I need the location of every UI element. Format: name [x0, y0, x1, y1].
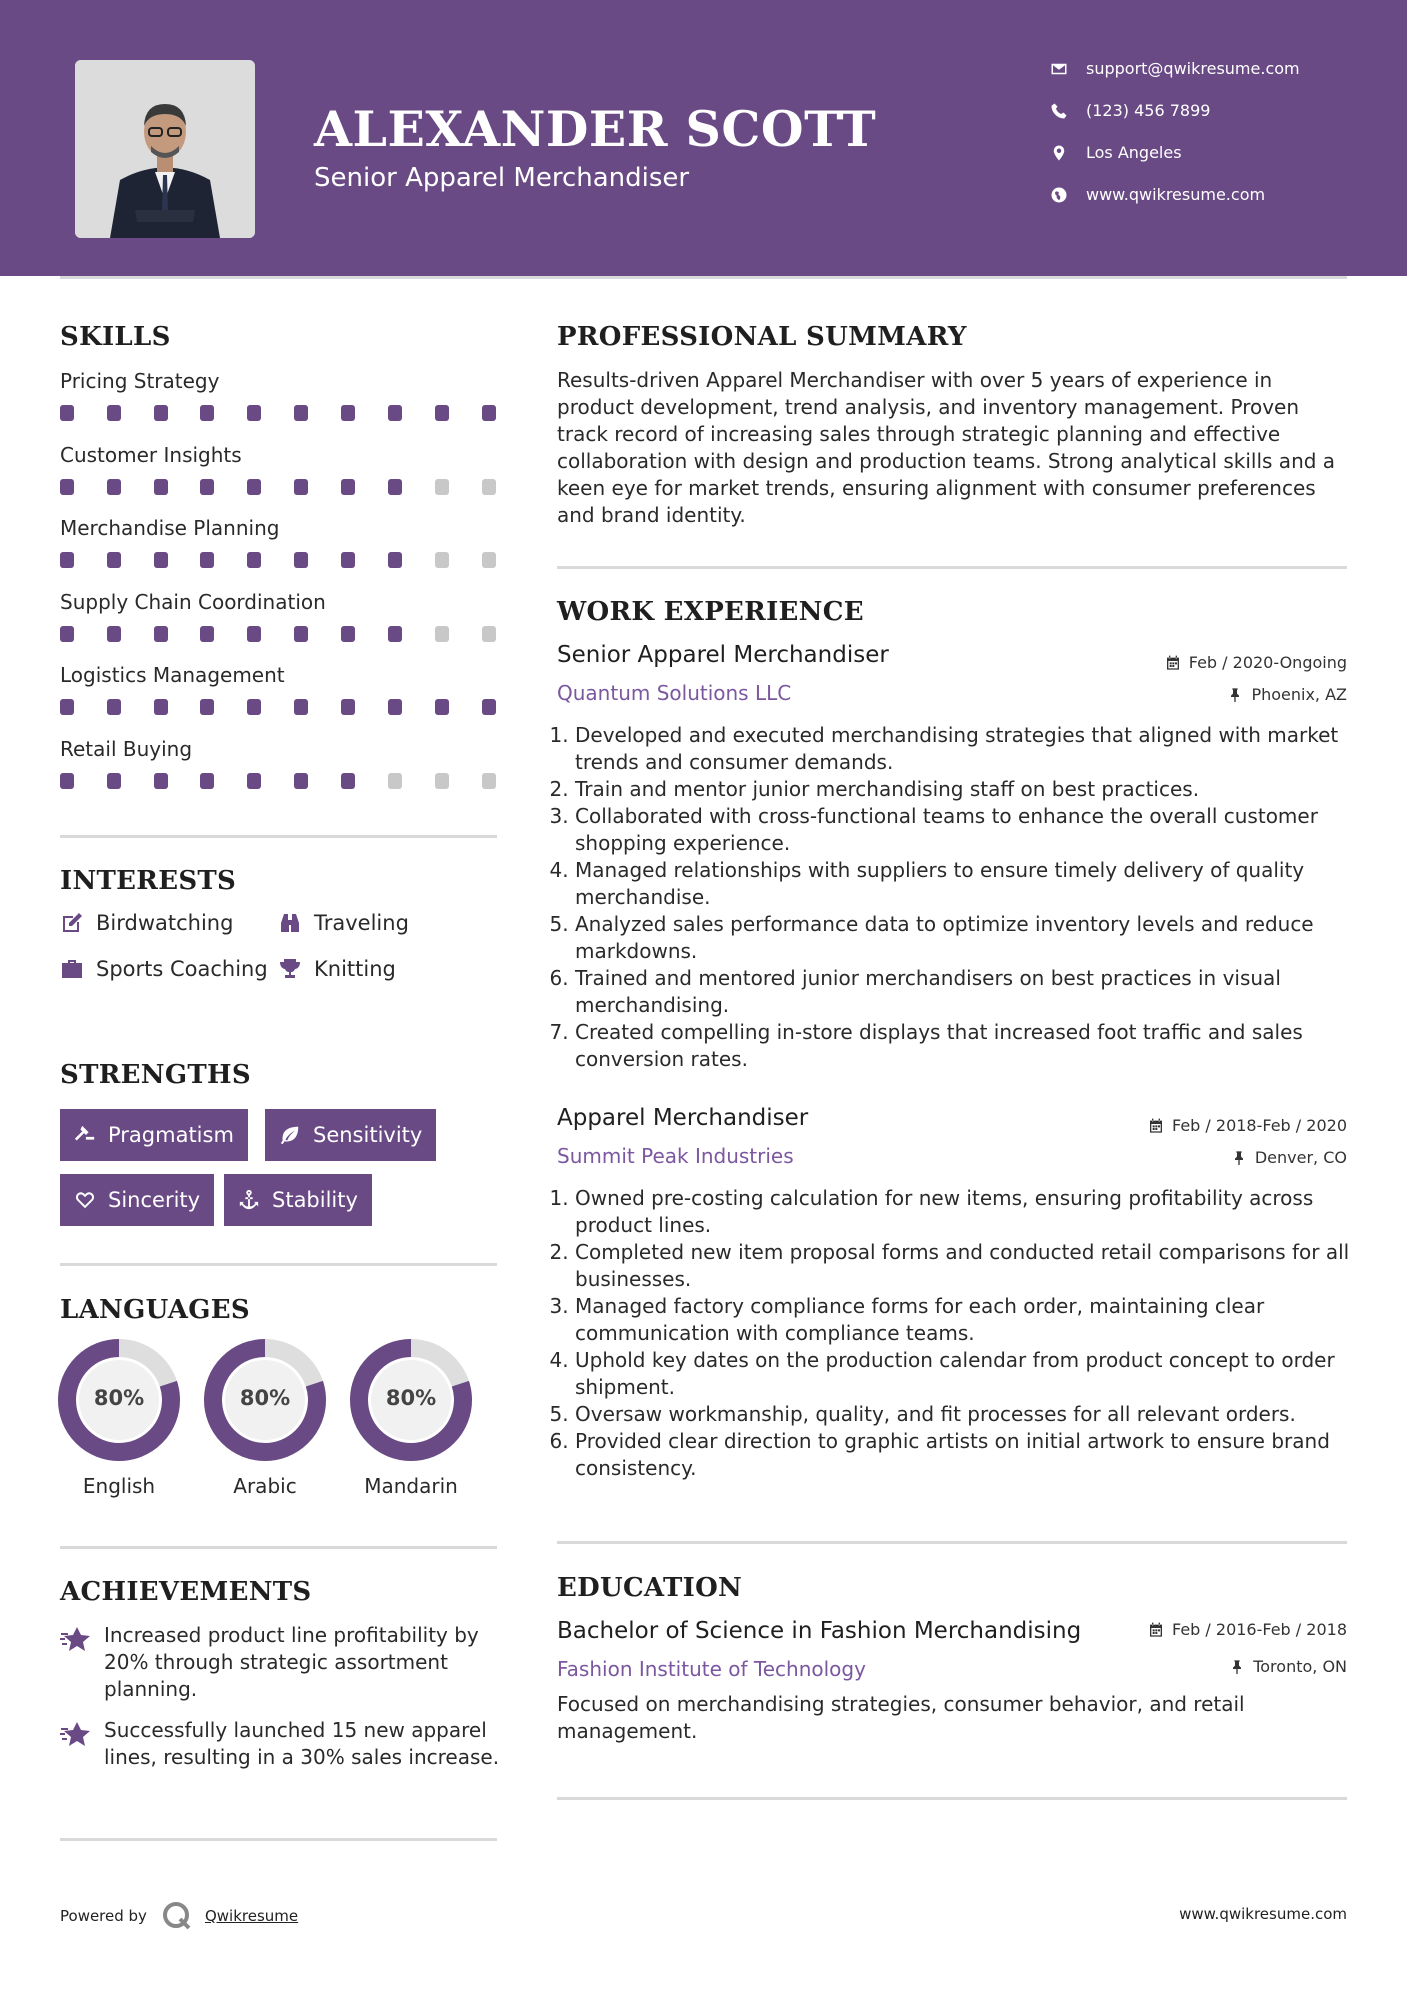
- achievements-heading: ACHIEVEMENTS: [60, 1577, 312, 1607]
- contact-website[interactable]: [1050, 185, 1265, 204]
- summary-divider: [557, 566, 1347, 569]
- gavel-icon: [74, 1124, 96, 1146]
- skill-dot-filled: [200, 626, 214, 642]
- education-divider: [557, 1797, 1347, 1800]
- skill-dot-filled: [60, 626, 74, 642]
- contact-location: [1050, 143, 1182, 162]
- job-date-text: Feb / 2020-Ongoing: [1188, 653, 1347, 672]
- skill-dot-filled: [154, 773, 168, 789]
- header-banner: [0, 0, 1407, 276]
- skill-dot-filled: [60, 479, 74, 495]
- job-date: [1148, 1116, 1347, 1135]
- contact-location-text: Los Angeles: [1086, 143, 1182, 162]
- skill-dot-filled: [200, 405, 214, 421]
- skill-dot-filled: [154, 699, 168, 715]
- skill-dot-filled: [247, 773, 261, 789]
- education-school: Fashion Institute of Technology: [557, 1657, 866, 1681]
- skill-dot-filled: [200, 773, 214, 789]
- skill-dot-filled: [294, 405, 308, 421]
- job-bullets: [557, 1185, 1365, 1482]
- skill-dot-filled: [154, 626, 168, 642]
- skill-dot-empty: [482, 626, 496, 642]
- language-percent: 80%: [93, 1386, 145, 1410]
- skill-dot-filled: [482, 699, 496, 715]
- strength-label: Pragmatism: [108, 1123, 234, 1147]
- skill-dot-filled: [435, 699, 449, 715]
- skill-dot-filled: [388, 405, 402, 421]
- strength-tag: [224, 1174, 372, 1226]
- skill-dot-filled: [341, 479, 355, 495]
- skill-dot-filled: [247, 699, 261, 715]
- edit-icon: [60, 911, 84, 935]
- job-title: Senior Apparel Merchandiser: [557, 642, 889, 668]
- job-bullet: 2. Completed new item proposal forms and conducted retail comparisons for all businesses.: [575, 1239, 1365, 1293]
- education-location: [1229, 1657, 1347, 1676]
- strengths-heading: STRENGTHS: [60, 1060, 251, 1090]
- pushpin-icon: [1231, 1150, 1247, 1166]
- achievement-text: Successfully launched 15 new apparel lines, resulting in a 30% sales increase.: [104, 1718, 500, 1769]
- education-location-text: Toronto, ON: [1253, 1657, 1347, 1676]
- skill-dot-filled: [482, 405, 496, 421]
- skill-dot-empty: [435, 552, 449, 568]
- language-name: Arabic: [233, 1474, 297, 1498]
- interest-item: [278, 911, 409, 935]
- briefcase-icon: [60, 957, 84, 981]
- language-name: English: [82, 1474, 156, 1498]
- skill-dot-filled: [247, 626, 261, 642]
- phone-icon: [1050, 102, 1068, 120]
- skill-dot-empty: [388, 773, 402, 789]
- person-silhouette-icon: [75, 60, 255, 238]
- job-title: Apparel Merchandiser: [557, 1105, 809, 1131]
- interest-label: Birdwatching: [96, 911, 234, 935]
- skill-dot-filled: [200, 479, 214, 495]
- interest-item: [60, 957, 268, 981]
- summary-heading: PROFESSIONAL SUMMARY: [557, 322, 967, 352]
- skill-dot-filled: [294, 773, 308, 789]
- skill-dot-empty: [482, 479, 496, 495]
- skill-dot-filled: [388, 552, 402, 568]
- experience-heading: WORK EXPERIENCE: [557, 597, 864, 627]
- footer-url[interactable]: www.qwikresume.com: [1179, 1905, 1347, 1923]
- languages-divider: [60, 1546, 497, 1549]
- binoculars-icon: [278, 911, 302, 935]
- education-degree: Bachelor of Science in Fashion Merchandising: [557, 1618, 1082, 1644]
- skill-dot-filled: [247, 405, 261, 421]
- skill-dot-empty: [435, 773, 449, 789]
- job-bullet: 1. Developed and executed merchandising strategies that aligned with market trends and consumer demands.: [575, 722, 1365, 776]
- interest-label: Traveling: [314, 911, 409, 935]
- skill-dot-empty: [482, 773, 496, 789]
- contact-email[interactable]: [1050, 59, 1300, 78]
- language-name: Mandarin: [364, 1474, 458, 1498]
- job-bullet: 3. Collaborated with cross-functional teams to enhance the overall customer shopping experience.: [575, 803, 1365, 857]
- job-bullet: 6. Provided clear direction to graphic artists on initial artwork to ensure brand consistency.: [575, 1428, 1365, 1482]
- interest-item: [60, 911, 233, 935]
- skill-label: Logistics Management: [60, 663, 285, 687]
- skill-dot-filled: [294, 699, 308, 715]
- strength-tag: [60, 1174, 214, 1226]
- skill-dot-filled: [200, 699, 214, 715]
- job-bullet: 2. Train and mentor junior merchandising staff on best practices.: [575, 776, 1365, 803]
- education-text: Focused on merchandising strategies, consumer behavior, and retail management.: [557, 1692, 1245, 1743]
- education-date-text: Feb / 2016-Feb / 2018: [1172, 1620, 1347, 1639]
- skill-dot-filled: [154, 405, 168, 421]
- contact-email-text: support@qwikresume.com: [1086, 59, 1300, 78]
- skill-dot-filled: [341, 699, 355, 715]
- skill-dot-filled: [294, 552, 308, 568]
- skill-dot-filled: [107, 552, 121, 568]
- skill-dot-filled: [200, 552, 214, 568]
- skill-label: Supply Chain Coordination: [60, 589, 326, 614]
- skill-dot-filled: [247, 552, 261, 568]
- education-heading: EDUCATION: [557, 1573, 743, 1603]
- footer-brand-link[interactable]: Qwikresume: [204, 1907, 299, 1925]
- skill-label: Retail Buying: [60, 736, 193, 761]
- skill-dot-empty: [435, 479, 449, 495]
- pushpin-icon: [1229, 1659, 1245, 1675]
- job-date-text: Feb / 2018-Feb / 2020: [1172, 1116, 1347, 1135]
- anchor-icon: [238, 1189, 260, 1211]
- heart-icon: [74, 1189, 96, 1211]
- skills-divider: [60, 835, 497, 838]
- job-location: [1231, 1148, 1347, 1167]
- job-location-text: Denver, CO: [1254, 1148, 1347, 1167]
- experience-divider: [557, 1541, 1347, 1544]
- candidate-name: ALEXANDER SCOTT: [314, 100, 877, 158]
- skill-label: Pricing Strategy: [60, 369, 220, 393]
- skill-dot-filled: [107, 626, 121, 642]
- calendar-icon: [1148, 1118, 1164, 1134]
- leaf-icon: [279, 1124, 301, 1146]
- skill-dot-filled: [388, 626, 402, 642]
- job-bullets: [557, 722, 1365, 1073]
- star-icon: [60, 1624, 90, 1654]
- skill-dot-filled: [107, 479, 121, 495]
- skill-dot-filled: [388, 479, 402, 495]
- candidate-title: Senior Apparel Merchandiser: [314, 163, 690, 193]
- skill-dot-filled: [388, 699, 402, 715]
- achievement-text: Increased product line profitability by 20% through strategic assortment planning.: [104, 1623, 479, 1701]
- calendar-icon: [1148, 1622, 1164, 1638]
- qwikresume-logo-icon: [161, 1900, 193, 1932]
- job-date: [1165, 653, 1347, 672]
- job-bullet: 7. Created compelling in-store displays that increased foot traffic and sales conversion rates.: [575, 1019, 1365, 1073]
- job-company: Quantum Solutions LLC: [557, 681, 792, 705]
- star-icon: [60, 1719, 90, 1749]
- skill-dot-filled: [60, 699, 74, 715]
- skill-dot-empty: [435, 626, 449, 642]
- languages-heading: LANGUAGES: [60, 1295, 250, 1325]
- globe-icon: [1050, 186, 1068, 204]
- strength-label: Stability: [272, 1188, 358, 1212]
- skill-dot-filled: [294, 626, 308, 642]
- skill-dot-empty: [482, 552, 496, 568]
- profile-photo: [75, 60, 255, 238]
- job-bullet: 1. Owned pre-costing calculation for new items, ensuring profitability across product lines.: [575, 1185, 1365, 1239]
- skill-dot-filled: [60, 773, 74, 789]
- skill-dot-filled: [107, 773, 121, 789]
- strengths-divider: [60, 1263, 497, 1266]
- contact-phone-text: (123) 456 7899: [1086, 101, 1211, 120]
- skill-dot-filled: [341, 626, 355, 642]
- skill-dot-filled: [60, 405, 74, 421]
- skill-label: Merchandise Planning: [60, 516, 280, 540]
- job-bullet: 5. Oversaw workmanship, quality, and fit processes for all relevant orders.: [575, 1401, 1365, 1428]
- skill-dot-filled: [154, 552, 168, 568]
- contact-phone[interactable]: [1050, 101, 1210, 120]
- summary-text: Results-driven Apparel Merchandiser with over 5 years of experience in product development, trend analysis, and inventory management. Proven track record of increasing sales through strategic planning and effective collaboration with design and production teams. Strong analytical skills and a keen eye for market trends, ensuring alignment with consumer preferences and brand identity.: [557, 368, 1336, 527]
- education-date: [1148, 1620, 1347, 1639]
- skill-dot-filled: [107, 405, 121, 421]
- language-percent: 80%: [239, 1386, 291, 1410]
- pushpin-icon: [1227, 687, 1243, 703]
- trophy-icon: [278, 957, 302, 981]
- strength-label: Sincerity: [108, 1188, 201, 1212]
- job-location-text: Phoenix, AZ: [1251, 685, 1347, 704]
- skill-dot-filled: [154, 479, 168, 495]
- interest-label: Sports Coaching: [96, 957, 268, 981]
- calendar-icon: [1165, 655, 1181, 671]
- footer-powered-by: [60, 1900, 298, 1932]
- skill-label: Customer Insights: [60, 442, 242, 467]
- skill-dot-filled: [435, 405, 449, 421]
- powered-by-text: Powered by: [60, 1907, 147, 1925]
- skill-dot-filled: [60, 552, 74, 568]
- skill-dot-filled: [341, 405, 355, 421]
- skill-dot-filled: [341, 773, 355, 789]
- skill-dot-filled: [107, 699, 121, 715]
- strength-label: Sensitivity: [313, 1123, 423, 1147]
- map-pin-icon: [1050, 144, 1068, 162]
- interest-label: Knitting: [314, 957, 396, 981]
- interests-heading: INTERESTS: [60, 866, 237, 896]
- skill-dot-filled: [247, 479, 261, 495]
- strength-tag: [265, 1109, 436, 1161]
- achievements-divider: [60, 1838, 497, 1841]
- job-bullet: 4. Uphold key dates on the production calendar from product concept to order shipment.: [575, 1347, 1365, 1401]
- job-bullet: 5. Analyzed sales performance data to optimize inventory levels and reduce markdowns.: [575, 911, 1365, 965]
- skill-dot-filled: [294, 479, 308, 495]
- job-bullet: 4. Managed relationships with suppliers to ensure timely delivery of quality merchandise.: [575, 857, 1365, 911]
- job-bullet: 6. Trained and mentored junior merchandisers on best practices in visual merchandising.: [575, 965, 1365, 1019]
- header-divider: [60, 276, 1347, 279]
- skill-dot-filled: [341, 552, 355, 568]
- language-percent: 80%: [385, 1386, 437, 1410]
- strength-tag: [60, 1109, 248, 1161]
- job-bullet: 3. Managed factory compliance forms for each order, maintaining clear communication with compliance teams.: [575, 1293, 1365, 1347]
- skills-heading: SKILLS: [60, 322, 171, 352]
- contact-website-text: www.qwikresume.com: [1086, 185, 1266, 204]
- job-company: Summit Peak Industries: [557, 1144, 794, 1168]
- interest-item: [278, 957, 396, 981]
- job-location: [1227, 685, 1347, 704]
- envelope-icon: [1050, 60, 1068, 78]
